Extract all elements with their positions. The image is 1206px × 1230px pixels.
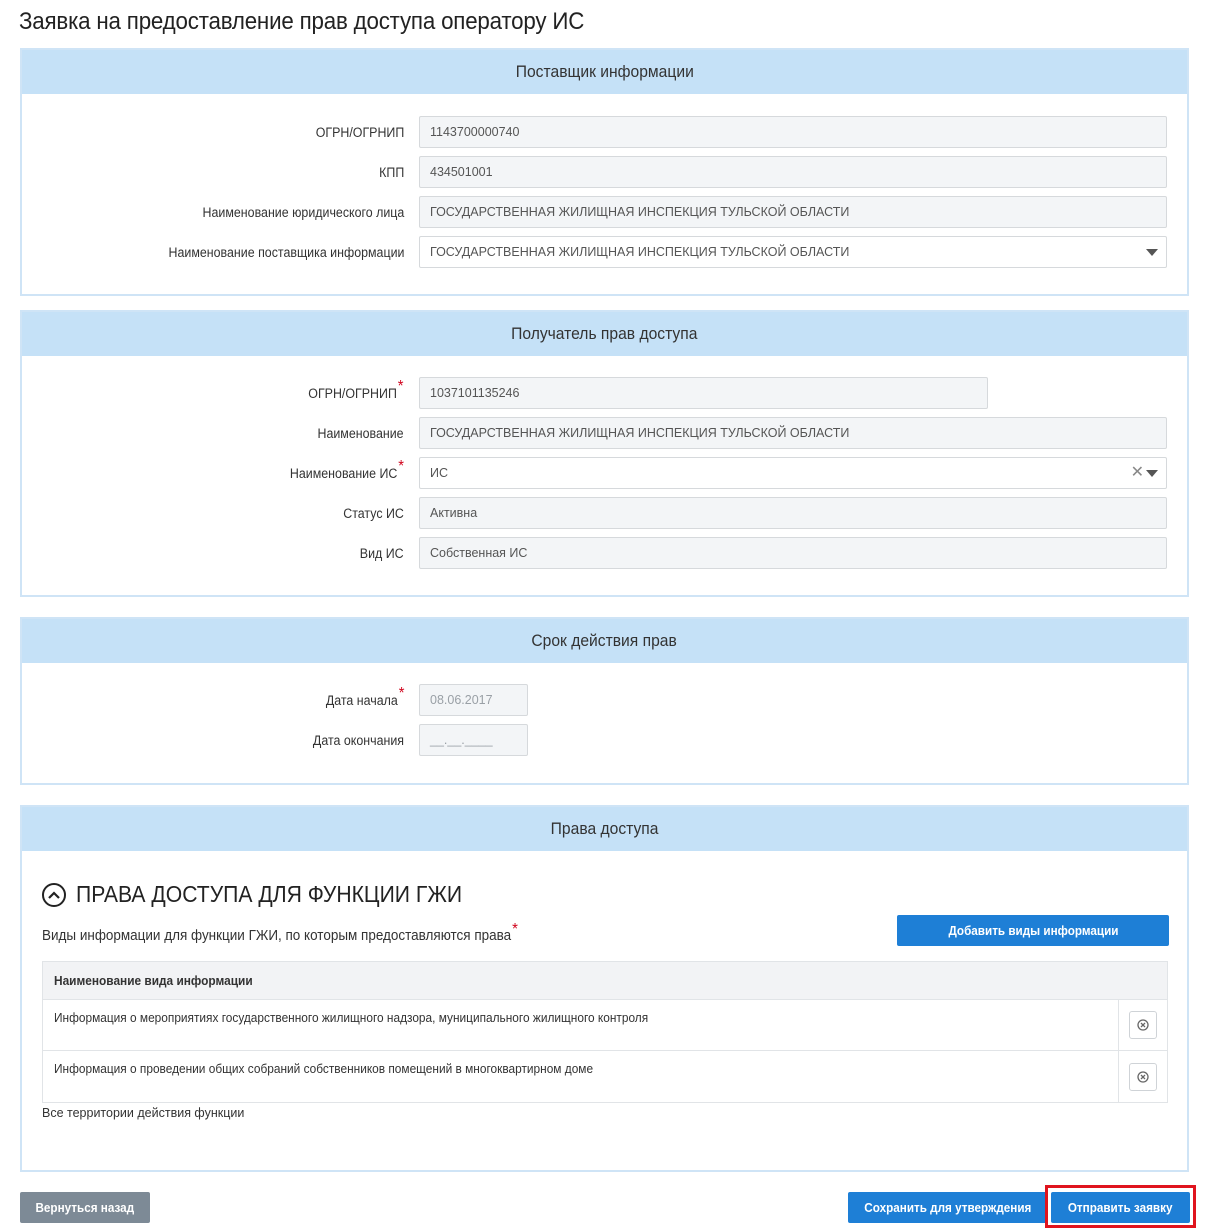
caret-down-icon[interactable] [1146,470,1158,477]
gzhi-section-toggle[interactable] [42,881,496,908]
required-mark: * [512,921,518,938]
close-icon[interactable]: ✕ [1130,464,1144,481]
territory-note: Все территории действия функции [42,1106,245,1120]
add-info-types-button[interactable]: Добавить виды информации [897,915,1169,946]
required-mark: * [398,378,404,395]
info-types-table [42,961,1168,1103]
recipient-name-field[interactable]: ГОСУДАРСТВЕННАЯ ЖИЛИЩНАЯ ИНСПЕКЦИЯ ТУЛЬСКОЙ ОБЛАСТИ [419,417,1167,449]
save-for-approval-button[interactable]: Сохранить для утверждения [848,1192,1047,1223]
remove-circle-icon [1137,1019,1149,1031]
table-row [43,1000,1167,1051]
validity-panel [20,617,1189,785]
provider-name-select[interactable]: ГОСУДАРСТВЕННАЯ ЖИЛИЩНАЯ ИНСПЕКЦИЯ ТУЛЬСКОЙ ОБЛАСТИ [419,236,1167,268]
is-name-select[interactable]: ИС ✕ [419,457,1167,489]
recipient-ogrn-label: ОГРН/ОГРНИП * [308,378,404,401]
validity-panel-header: Срок действия прав [22,619,1187,663]
remove-row-button[interactable] [1129,1063,1157,1091]
remove-circle-icon [1137,1071,1149,1083]
is-status-label: Статус ИС [343,505,404,521]
provider-legal-name-label: Наименование юридического лица [202,204,404,220]
submit-request-button[interactable]: Отправить заявку [1051,1192,1190,1223]
recipient-panel-header: Получатель прав доступа [22,312,1187,356]
recipient-ogrn-field[interactable]: 1037101135246 [419,377,988,409]
start-date-label: Дата начала * [325,685,404,708]
table-header: Наименование вида информации [43,962,1167,1000]
provider-ogrn-field[interactable]: 1143700000740 [419,116,1167,148]
remove-row-button[interactable] [1129,1011,1157,1039]
access-panel [20,805,1189,1172]
table-row [43,1051,1167,1102]
end-date-label: Дата окончания [312,732,404,748]
is-type-field[interactable]: Собственная ИС [419,537,1167,569]
provider-name-label: Наименование поставщика информации [168,244,404,260]
recipient-name-label: Наименование [317,425,404,441]
provider-ogrn-label: ОГРН/ОГРНИП [315,124,404,140]
provider-panel-header: Поставщик информации [22,50,1187,94]
submit-highlight-frame [1045,1185,1196,1228]
recipient-panel [20,310,1189,597]
is-type-label: Вид ИС [360,545,404,561]
start-date-input[interactable]: 08.06.2017 [419,684,528,716]
provider-kpp-label: КПП [378,164,404,180]
caret-down-icon[interactable] [1146,249,1158,256]
is-name-label: Наименование ИС * [289,458,404,481]
provider-panel [20,48,1189,296]
provider-kpp-field[interactable]: 434501001 [419,156,1167,188]
chevron-up-circle-icon[interactable] [42,883,66,907]
access-panel-header: Права доступа [22,807,1187,851]
page-title: Заявка на предоставление прав доступа оператору ИС [19,8,585,35]
end-date-input[interactable]: __.__.____ [419,724,528,756]
back-button[interactable]: Вернуться назад [20,1192,150,1223]
table-cell: Информация о мероприятиях государственного жилищного надзора, муниципального жилищного контроля [43,1000,1119,1050]
is-status-field[interactable]: Активна [419,497,1167,529]
table-cell: Информация о проведении общих собраний собственников помещений в многоквартирном доме [43,1051,1119,1102]
gzhi-section-title: ПРАВА ДОСТУПА ДЛЯ ФУНКЦИИ ГЖИ [76,881,463,907]
required-mark: * [398,458,404,475]
info-types-label: Виды информации для функции ГЖИ, по которым предоставляются права* [42,921,518,944]
required-mark: * [398,685,404,702]
provider-legal-name-field[interactable]: ГОСУДАРСТВЕННАЯ ЖИЛИЩНАЯ ИНСПЕКЦИЯ ТУЛЬСКОЙ ОБЛАСТИ [419,196,1167,228]
